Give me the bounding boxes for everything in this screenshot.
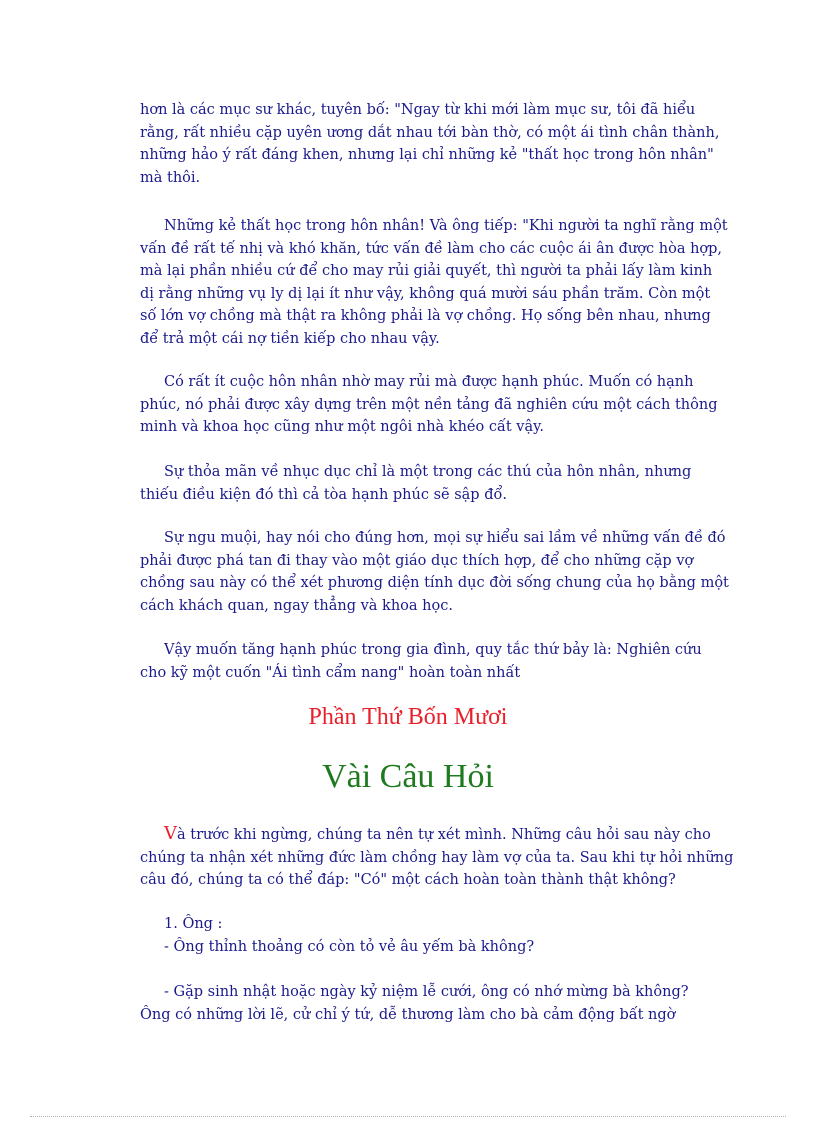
chapter-title: Vài Câu Hỏi <box>322 758 494 795</box>
text-line: câu đó, chúng ta có thể đáp: "Có" một cách hoàn toàn thành thật không? <box>140 872 676 888</box>
text-line: vấn đề rất tế nhị và khó khăn, tức vấn đề làm cho các cuộc ái ân được hòa hợp, <box>140 240 723 257</box>
paragraph-5 <box>140 527 729 617</box>
text-line: chồng sau này có thể xét phương diện tính dục đời sống chung của họ bằng một <box>140 575 729 591</box>
text-line: thiếu điều kiện đó thì cả tòa hạnh phúc sẽ sập đổ. <box>140 486 507 503</box>
intro-paragraph <box>140 823 734 892</box>
text-line: những hảo ý rất đáng khen, nhưng lại chỉ những kẻ "thất học trong hôn nhân" <box>140 147 714 163</box>
text-line: mà thôi. <box>140 169 201 186</box>
text-line: để trả một cái nợ tiền kiếp cho nhau vậy. <box>140 330 440 347</box>
intro-first-line: à trước khi ngừng, chúng ta nên tự xét mình. Những câu hỏi sau này cho <box>177 827 711 843</box>
text-line: minh và khoa học cũng như một ngôi nhà khéo cất vậy. <box>140 419 544 435</box>
text-line <box>140 823 711 847</box>
section-title: Phần Thứ Bốn Mươi <box>308 704 508 730</box>
drop-cap: V <box>164 823 177 844</box>
text-line: phúc, nó phải được xây dựng trên một nền tảng đã nghiên cứu một cách thông <box>140 396 718 413</box>
text-line: chúng ta nhận xét những đức làm chồng hay làm vợ của ta. Sau khi tự hỏi những <box>140 849 734 866</box>
question-group <box>140 913 685 958</box>
paragraph-4 <box>140 461 692 506</box>
paragraph-2 <box>140 215 728 350</box>
text-line: Ông có những lời lẽ, cử chỉ ý tứ, dễ thương làm cho bà cảm động bất ngờ <box>140 1006 676 1023</box>
text-line: Có rất ít cuộc hôn nhân nhờ may rủi mà được hạnh phúc. Muốn có hạnh <box>164 374 694 390</box>
text-line: mà lại phần nhiều cứ để cho may rủi giải quyết, thì người ta phải lấy làm kinh <box>140 263 713 279</box>
text-line: hơn là các mục sư khác, tuyên bố: "Ngay từ khi mới làm mục sư, tôi đã hiểu <box>140 102 696 118</box>
question-item <box>140 981 689 1026</box>
text-line: số lớn vợ chồng mà thật ra không phải là vợ chồng. Họ sống bên nhau, nhưng <box>140 308 711 324</box>
text-line: cho kỹ một cuốn "Ái tình cẩm nang" hoàn toàn nhất <box>140 664 521 681</box>
text-line: cách khách quan, ngay thẳng và khoa học. <box>140 597 453 614</box>
text-line: Những kẻ thất học trong hôn nhân! Và ông tiếp: "Khi người ta nghĩ rằng một <box>164 218 728 234</box>
paragraph-1 <box>140 99 720 189</box>
question-heading: 1. Ông : <box>164 916 223 932</box>
text-line: dị rằng những vụ ly dị lại ít như vậy, không quá mười sáu phần trăm. Còn một <box>140 285 711 302</box>
paragraph-3 <box>140 371 718 439</box>
question-item: - Ông thỉnh thoảng có còn tỏ vẻ âu yếm bà không? <box>164 938 535 955</box>
paragraph-6 <box>140 639 702 684</box>
text-line: phải được phá tan đi thay vào một giáo dục thích hợp, để cho những cặp vợ <box>140 552 694 569</box>
text-line: - Gặp sinh nhật hoặc ngày kỷ niệm lễ cưới, ông có nhớ mừng bà không? <box>164 984 689 1000</box>
text-line: rằng, rất nhiều cặp uyên ương dắt nhau tới bàn thờ, có một ái tình chân thành, <box>140 124 720 141</box>
page-bottom-divider <box>30 1116 786 1117</box>
text-line: Vậy muốn tăng hạnh phúc trong gia đình, quy tắc thứ bảy là: Nghiên cứu <box>164 642 702 658</box>
text-line: Sự ngu muội, hay nói cho đúng hơn, mọi sự hiểu sai lầm về những vấn đề đó <box>164 530 726 546</box>
text-line: Sự thỏa mãn về nhục dục chỉ là một trong các thú của hôn nhân, nhưng <box>164 464 692 480</box>
